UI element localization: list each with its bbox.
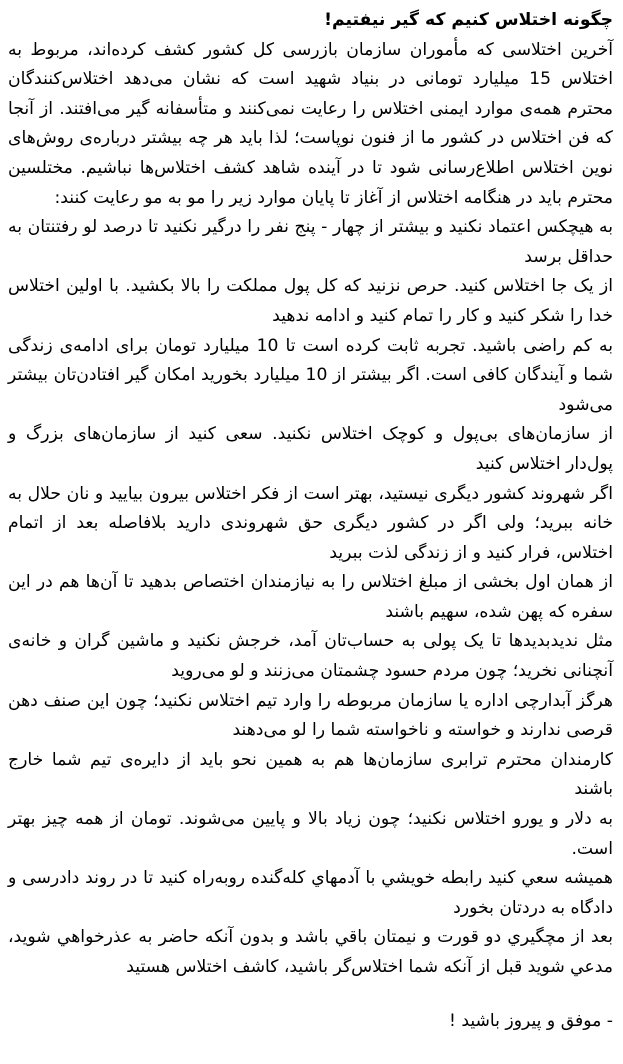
list-item: به دلار و یورو اختلاس نکنید؛ چون زیاد بالا و پایین می‌شوند. تومان از همه چیز بهتر است. bbox=[8, 809, 613, 859]
list-item: از یک جا اختلاس کنید. حرص نزنید که کل پول مملکت را بالا بکشید. با اولین اختلاس خدا را شکر کنید و کار را تمام کنید و ادامه ندهید bbox=[8, 276, 613, 326]
list-item: بعد از مچگیري دو قورت و نیمتان باقي باشد و بدون آنکه حاضر به عذرخواهي شوید، مدعي شوید قبل از آنکه شما اختلاس‌گر باشید، کاشف اختلاس هستید bbox=[8, 927, 613, 977]
intro-paragraph: آخرین اختلاسی که مأموران سازمان بازرسی کل کشور کشف کرده‌اند، مربوط به اختلاس 15 میلیارد تومانی در بنیاد شهید است که نشان می‌دهد اختلاس‌کنندگان محترم همه‌ی موارد ایمنی اختلاس را رعایت نمی‌کنند و متأسفانه گیر می‌افتند. از آنجا که فن اختلاس در کشور ما از فنون نوپاست؛ لذا باید هر چه بیشتر درباره‌ی روش‌های نوین اختلاس اطلاع‌رسانی شود تا در آینده شاهد کشف اختلاس‌ها نباشیم. مختلسین محترم باید در هنگامه اختلاس از آغاز تا پایان موارد زیر را مو به مو رعایت کنند: bbox=[8, 39, 613, 208]
list-item: از سازمان‌های بی‌پول و کوچک اختلاس نکنید. سعی کنید از سازمان‌های بزرگ و پول‌دار اختلاس کنید bbox=[8, 424, 613, 474]
list-item: هرگز آبدارچی اداره یا سازمان مربوطه را وارد تیم اختلاس نکنید؛ چون این صنف دهن قرصی ندارند و خواسته و ناخواسته شما را لو می‌دهند bbox=[8, 690, 613, 741]
article-title: چگونه اختلاس کنیم که گیر نیفتیم! bbox=[324, 10, 613, 30]
list-item: به کم راضی باشید. تجربه ثابت کرده است تا 10 میلیارد تومان برای ادامه‌ی زندگی شما و آیندگان کافی است. اگر بیشتر از 10 میلیارد بخورید امکان گیر افتادن‌تان بیشتر می‌شود bbox=[8, 335, 614, 415]
list-item: کارمندان محترم ترابری سازمان‌ها هم به همین نحو باید از دایره‌ی تیم شما خارج باشند bbox=[8, 749, 613, 800]
list-item: به هیچکس اعتماد نکنید و بیشتر از چهار - پنج نفر را درگیر نکنید تا درصد لو رفتنتان به حداقل برسد bbox=[8, 217, 613, 267]
list-item: از همان اول بخشی از مبلغ اختلاس را به نیازمندان اختصاص بدهید تا آن‌ها هم در این سفره که پهن شده، سهیم باشند bbox=[8, 572, 613, 622]
list-item: اگر شهروند کشور دیگری نیستید، بهتر است از فکر اختلاس بیرون بیایید و نان حلال به خانه ببرید؛ ولی اگر در کشور دیگری حق شهروندی دارید بلافاصله بعد از اتمام اختلاس، فرار کنید و از زندگی لذت ببرید bbox=[8, 483, 613, 563]
list-item: همیشه سعي کنید رابطه خویشي با آدمهاي کله‌گنده روبه‌راه کنید تا در روند دادرسی و دادگاه به دردتان بخورد bbox=[8, 868, 613, 918]
closing-line: - موفق و پیروز باشید ! bbox=[448, 1010, 613, 1031]
list-item: مثل ندیدبدیدها تا یک پولی به حساب‌تان آمد، خرجش نکنید و ماشین گران و خانه‌ی آنچنانی نخرید؛ چون مردم حسود چشمتان می‌زنند و لو می‌روید bbox=[8, 631, 613, 682]
